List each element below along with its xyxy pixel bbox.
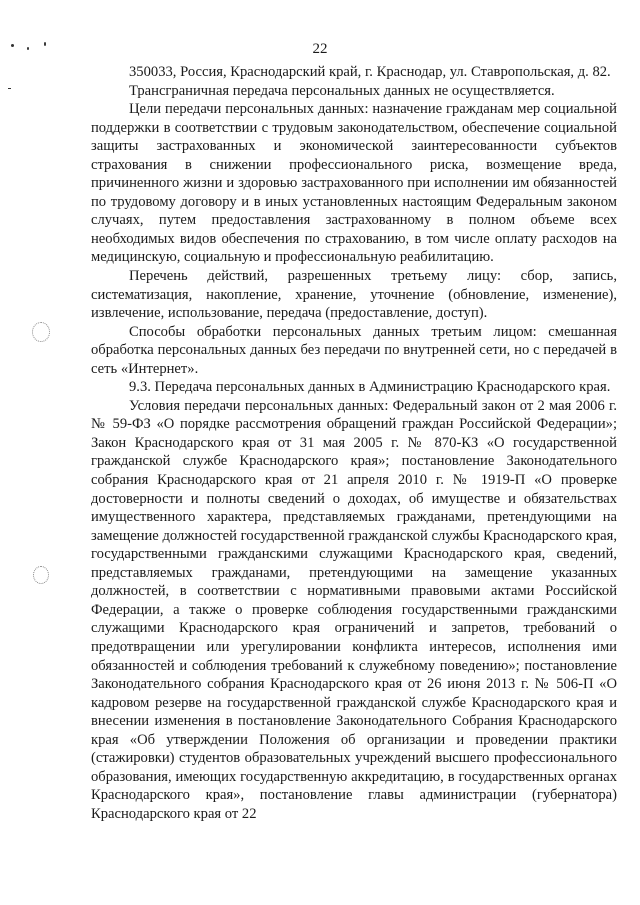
paragraph-purposes: Цели передачи персональных данных: назначение гражданам мер социальной поддержки в соответствии с трудовым законодательством, обеспечение социальной защиты застрахованных и экономической заинтересованности субъектов страхования в снижении профессионального риска, возмещение вреда, причиненного жизни и здоровью застрахованного при исполнении им обязанностей по трудовому договору и в иных установленных настоящим Федеральным законом случаях, путем предоставления застрахованному в полном объеме всех необходимых видов обеспечения по страхованию, в том числе оплату расходов на медицинскую, социальную и профессиональную реабилитацию. xyxy=(91,101,617,266)
page-number: 22 xyxy=(312,41,328,57)
punch-hole-mark xyxy=(32,322,50,342)
paragraph-transfer-conditions: Условия передачи персональных данных: Федеральный закон от 2 мая 2006 г. № 59-ФЗ «О порядке рассмотрения обращений граждан Российской Федерации»; Закон Краснодарского края от 31 мая 2005 г. № 870-КЗ «О государственной гражданской службе Краснодарского края»; постановление Законодательного собрания Краснодарского края от 21 апреля 2010 г. № 1919-П «О проверке достоверности и полноты сведений о доходах, об имуществе и обязательствах имущественного характера, представляемых гражданами, претендующими на замещение должностей государственной гражданской службы Краснодарского края, государственными гражданскими служащими Краснодарского края, сведений, представляемых гражданами, претендующими на замещение указанных должностей, в соответствии с нормативными правовыми актами Российской Федерации, а также о проверке соблюдения государственными гражданскими служащими Краснодарского края ограничений и запретов, требований о предотвращении или урегулировании конфликта интересов, исполнения ими обязанностей и соблюдения требований к служебному поведению»; постановление Законодательного собрания Краснодарского края от 26 июня 2013 г. № 506-П «О кадровом резерве на государственной гражданской службе Краснодарского края и внесении изменения в постановление Законодательного Собрания Краснодарского края «Об утверждении Положения об организации и проведении практики (стажировки) студентов образовательных учреждений высшего профессионального образования, имеющих государственную аккредитацию, в государственных органах Краснодарского края», постановление главы администрации (губернатора) Краснодарского края от 22 xyxy=(91,397,617,822)
document-body xyxy=(91,63,617,823)
punch-hole-mark xyxy=(33,566,49,584)
paragraph-cross-border: Трансграничная передача персональных данных не осуществляется. xyxy=(129,82,555,99)
section-heading-9-3: 9.3. Передача персональных данных в Администрацию Краснодарского края. xyxy=(129,379,611,396)
paragraph-address: 350033, Россия, Краснодарский край, г. Краснодар, ул. Ставропольская, д. 82. xyxy=(129,64,611,80)
paragraph-actions-list: Перечень действий, разрешенных третьему лицу: сбор, запись, систематизация, накопление, хранение, уточнение (обновление, изменение), извлечение, использование, передача (предоставление, доступ). xyxy=(91,268,617,322)
paragraph-processing-methods: Способы обработки персональных данных третьим лицом: смешанная обработка персональных данных без передачи по внутренней сети, но с передачей в сеть «Интернет». xyxy=(91,323,617,377)
scan-dot-mark xyxy=(8,88,11,89)
